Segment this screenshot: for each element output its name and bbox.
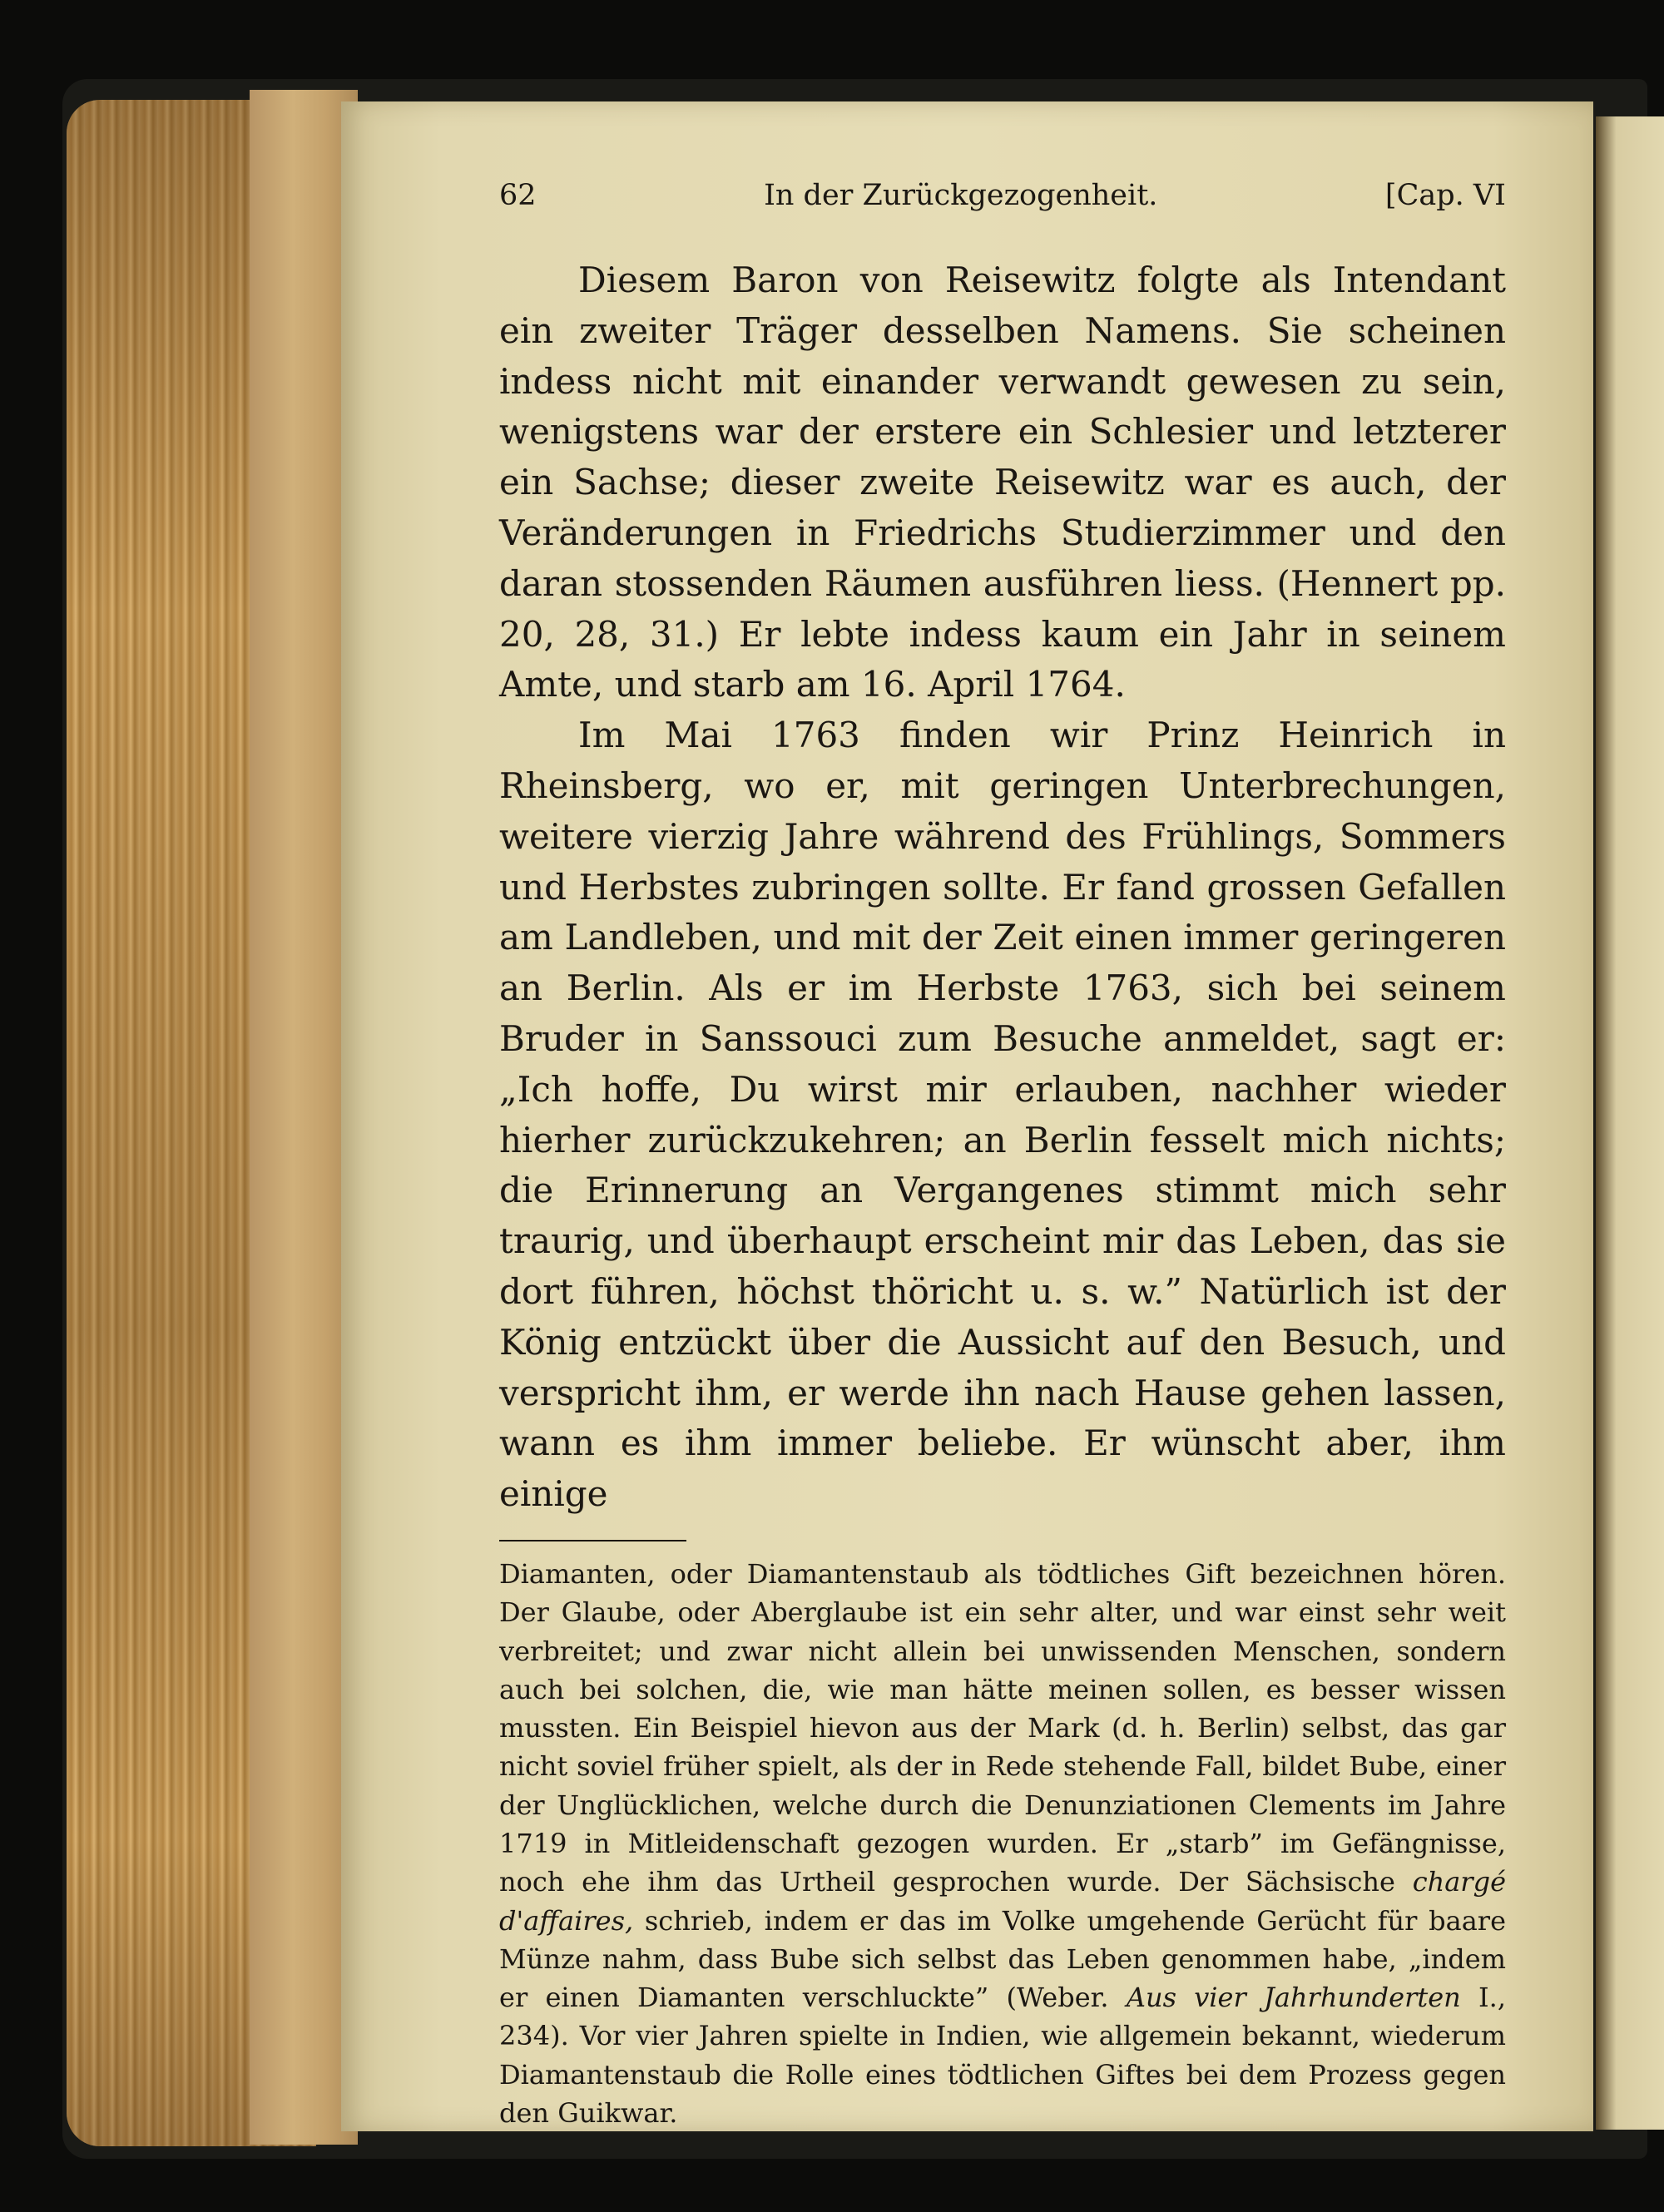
body-paragraph: Im Mai 1763 finden wir Prinz Heinrich in Rheinsberg, wo er, mit geringen Unterbrechungen, weitere vierzig Jahre während des Frühlings, Sommers und Herbstes zubringen sollte. Er fand grossen Gefallen am Landleben, und mit der Zeit einen immer geringeren an Berlin. Als er im Herbste 1763, sich bei seinem Bruder in Sanssouci zum Besuche anmeldet, sagt er: „Ich hoffe, Du wirst mir erlauben, nachher wieder hierher zurückzukehren; an Berlin fesselt mich nichts; die Erinnerung an Vergangenes stimmt mich sehr traurig, und überhaupt erscheint mir das Leben, das sie dort führen, höchst thöricht u. s. w.” Natürlich ist der König entzückt über die Aussicht auf den Besuch, und verspricht ihm, er werde ihn nach Hause gehen lassen, wann es ihm immer beliebe. Er wünscht aber, ihm einige: [499, 715, 1506, 1515]
facing-page-edge: [1596, 116, 1664, 2130]
footnote-book-title: Aus vier Jahrhunderten: [1126, 1982, 1461, 2014]
footnote-text: schrieb, indem er das im Volke umgehende Gerücht für baare Münze nahm, dass Bube sich selbst das Leben genommen habe, „indem er einen Diamanten verschluckte” (Weber.: [499, 1904, 1507, 2014]
body-paragraph: Diesem Baron von Reisewitz folgte als Intendant ein zweiter Träger desselben Namens. Sie scheinen indess nicht mit einander verwandt gewesen zu sein, wenigstens war der erstere ein Schlesier und letzterer ein Sachse; dieser zweite Reisewitz war es auch, der Veränderungen in Friedrichs Studierzimmer und den daran stossenden Räumen ausführen liess. (Hennert pp. 20, 28, 31.) Er lebte indess kaum ein Jahr in seinem Amte, und starb am 16. April 1764.: [499, 260, 1506, 705]
running-header: [499, 179, 1506, 222]
footnote-divider: [499, 1540, 686, 1541]
body-text: [499, 255, 1506, 1520]
page-number: 62: [499, 179, 537, 212]
footnote-italic-phrase: chargé d'affaires,: [499, 1866, 1507, 1937]
footnote: [499, 1555, 1506, 2132]
running-title: In der Zurückgezogenheit.: [764, 179, 1158, 212]
footnote-text: I., 234). Vor vier Jahren spielte in Indien, wie allgemein bekannt, wiederum Diamantenstaub die Rolle eines tödtlichen Giftes bei dem Prozess gegen den Guikwar.: [499, 1982, 1507, 2130]
page-text-block: [499, 179, 1506, 2132]
chapter-label: [Cap. VI: [1384, 179, 1506, 212]
footnote-text: Diamanten, oder Diamantenstaub als tödtliches Gift bezeichnen hören. Der Glaube, oder Aberglaube ist ein sehr alter, und war einst sehr weit verbreitet; und zwar nicht allein bei unwissenden Menschen, sondern auch bei solchen, die, wie man hätte meinen sollen, es besser wissen mussten. Ein Beispiel hievon aus der Mark (d. h. Berlin) selbst, das gar nicht soviel früher spielt, als der in Rede stehende Fall, bildet Bube, einer der Unglücklichen, welche durch die Denunziationen Clements im Jahre 1719 in Mitleidenschaft gezogen wurden. Er „starb” im Gefängnisse, noch ehe ihm das Urtheil gesprochen wurde. Der Sächsische: [499, 1557, 1506, 1898]
